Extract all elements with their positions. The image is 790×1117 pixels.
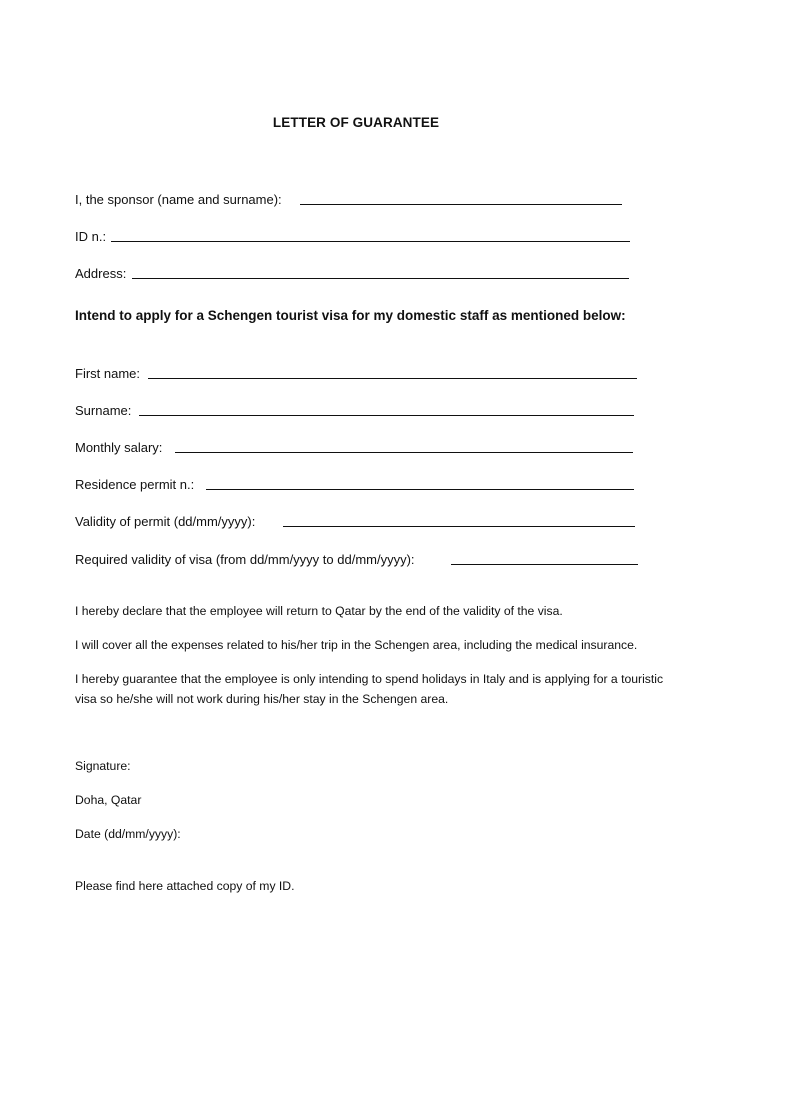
place-text: Doha, Qatar <box>75 793 142 807</box>
address-field[interactable] <box>132 278 629 279</box>
surname-field[interactable] <box>139 415 634 416</box>
residence-permit-label: Residence permit n.: <box>75 477 195 492</box>
date-label: Date (dd/mm/yyyy): <box>75 827 181 841</box>
declaration-return: I hereby declare that the employee will return to Qatar by the end of the validity of the visa. <box>75 604 563 618</box>
permit-validity-field[interactable] <box>283 526 635 527</box>
first-name-field[interactable] <box>148 378 637 379</box>
residence-permit-field[interactable] <box>206 489 634 490</box>
sponsor-name-field[interactable] <box>300 204 622 205</box>
permit-validity-label: Validity of permit (dd/mm/yyyy): <box>75 514 256 529</box>
id-number-field[interactable] <box>111 241 630 242</box>
visa-validity-field[interactable] <box>451 564 638 565</box>
visa-validity-label: Required validity of visa (from dd/mm/yyyy to dd/mm/yyyy): <box>75 552 415 567</box>
first-name-label: First name: <box>75 366 141 381</box>
id-number-label: ID n.: <box>75 229 107 244</box>
intro-statement: Intend to apply for a Schengen tourist visa for my domestic staff as mentioned below: <box>75 308 626 323</box>
sponsor-name-label: I, the sponsor (name and surname): <box>75 192 282 207</box>
surname-label: Surname: <box>75 403 132 418</box>
monthly-salary-field[interactable] <box>175 452 633 453</box>
signature-label: Signature: <box>75 759 131 773</box>
declaration-expenses: I will cover all the expenses related to his/her trip in the Schengen area, including the medical insurance. <box>75 638 638 652</box>
document-title: LETTER OF GUARANTEE <box>272 115 440 130</box>
attachment-note: Please find here attached copy of my ID. <box>75 879 295 893</box>
address-label: Address: <box>75 266 127 281</box>
monthly-salary-label: Monthly salary: <box>75 440 163 455</box>
declaration-guarantee: I hereby guarantee that the employee is only intending to spend holidays in Italy and is applying for a touristic visa so he/she will not work during his/her stay in the Schengen area. <box>75 672 664 706</box>
